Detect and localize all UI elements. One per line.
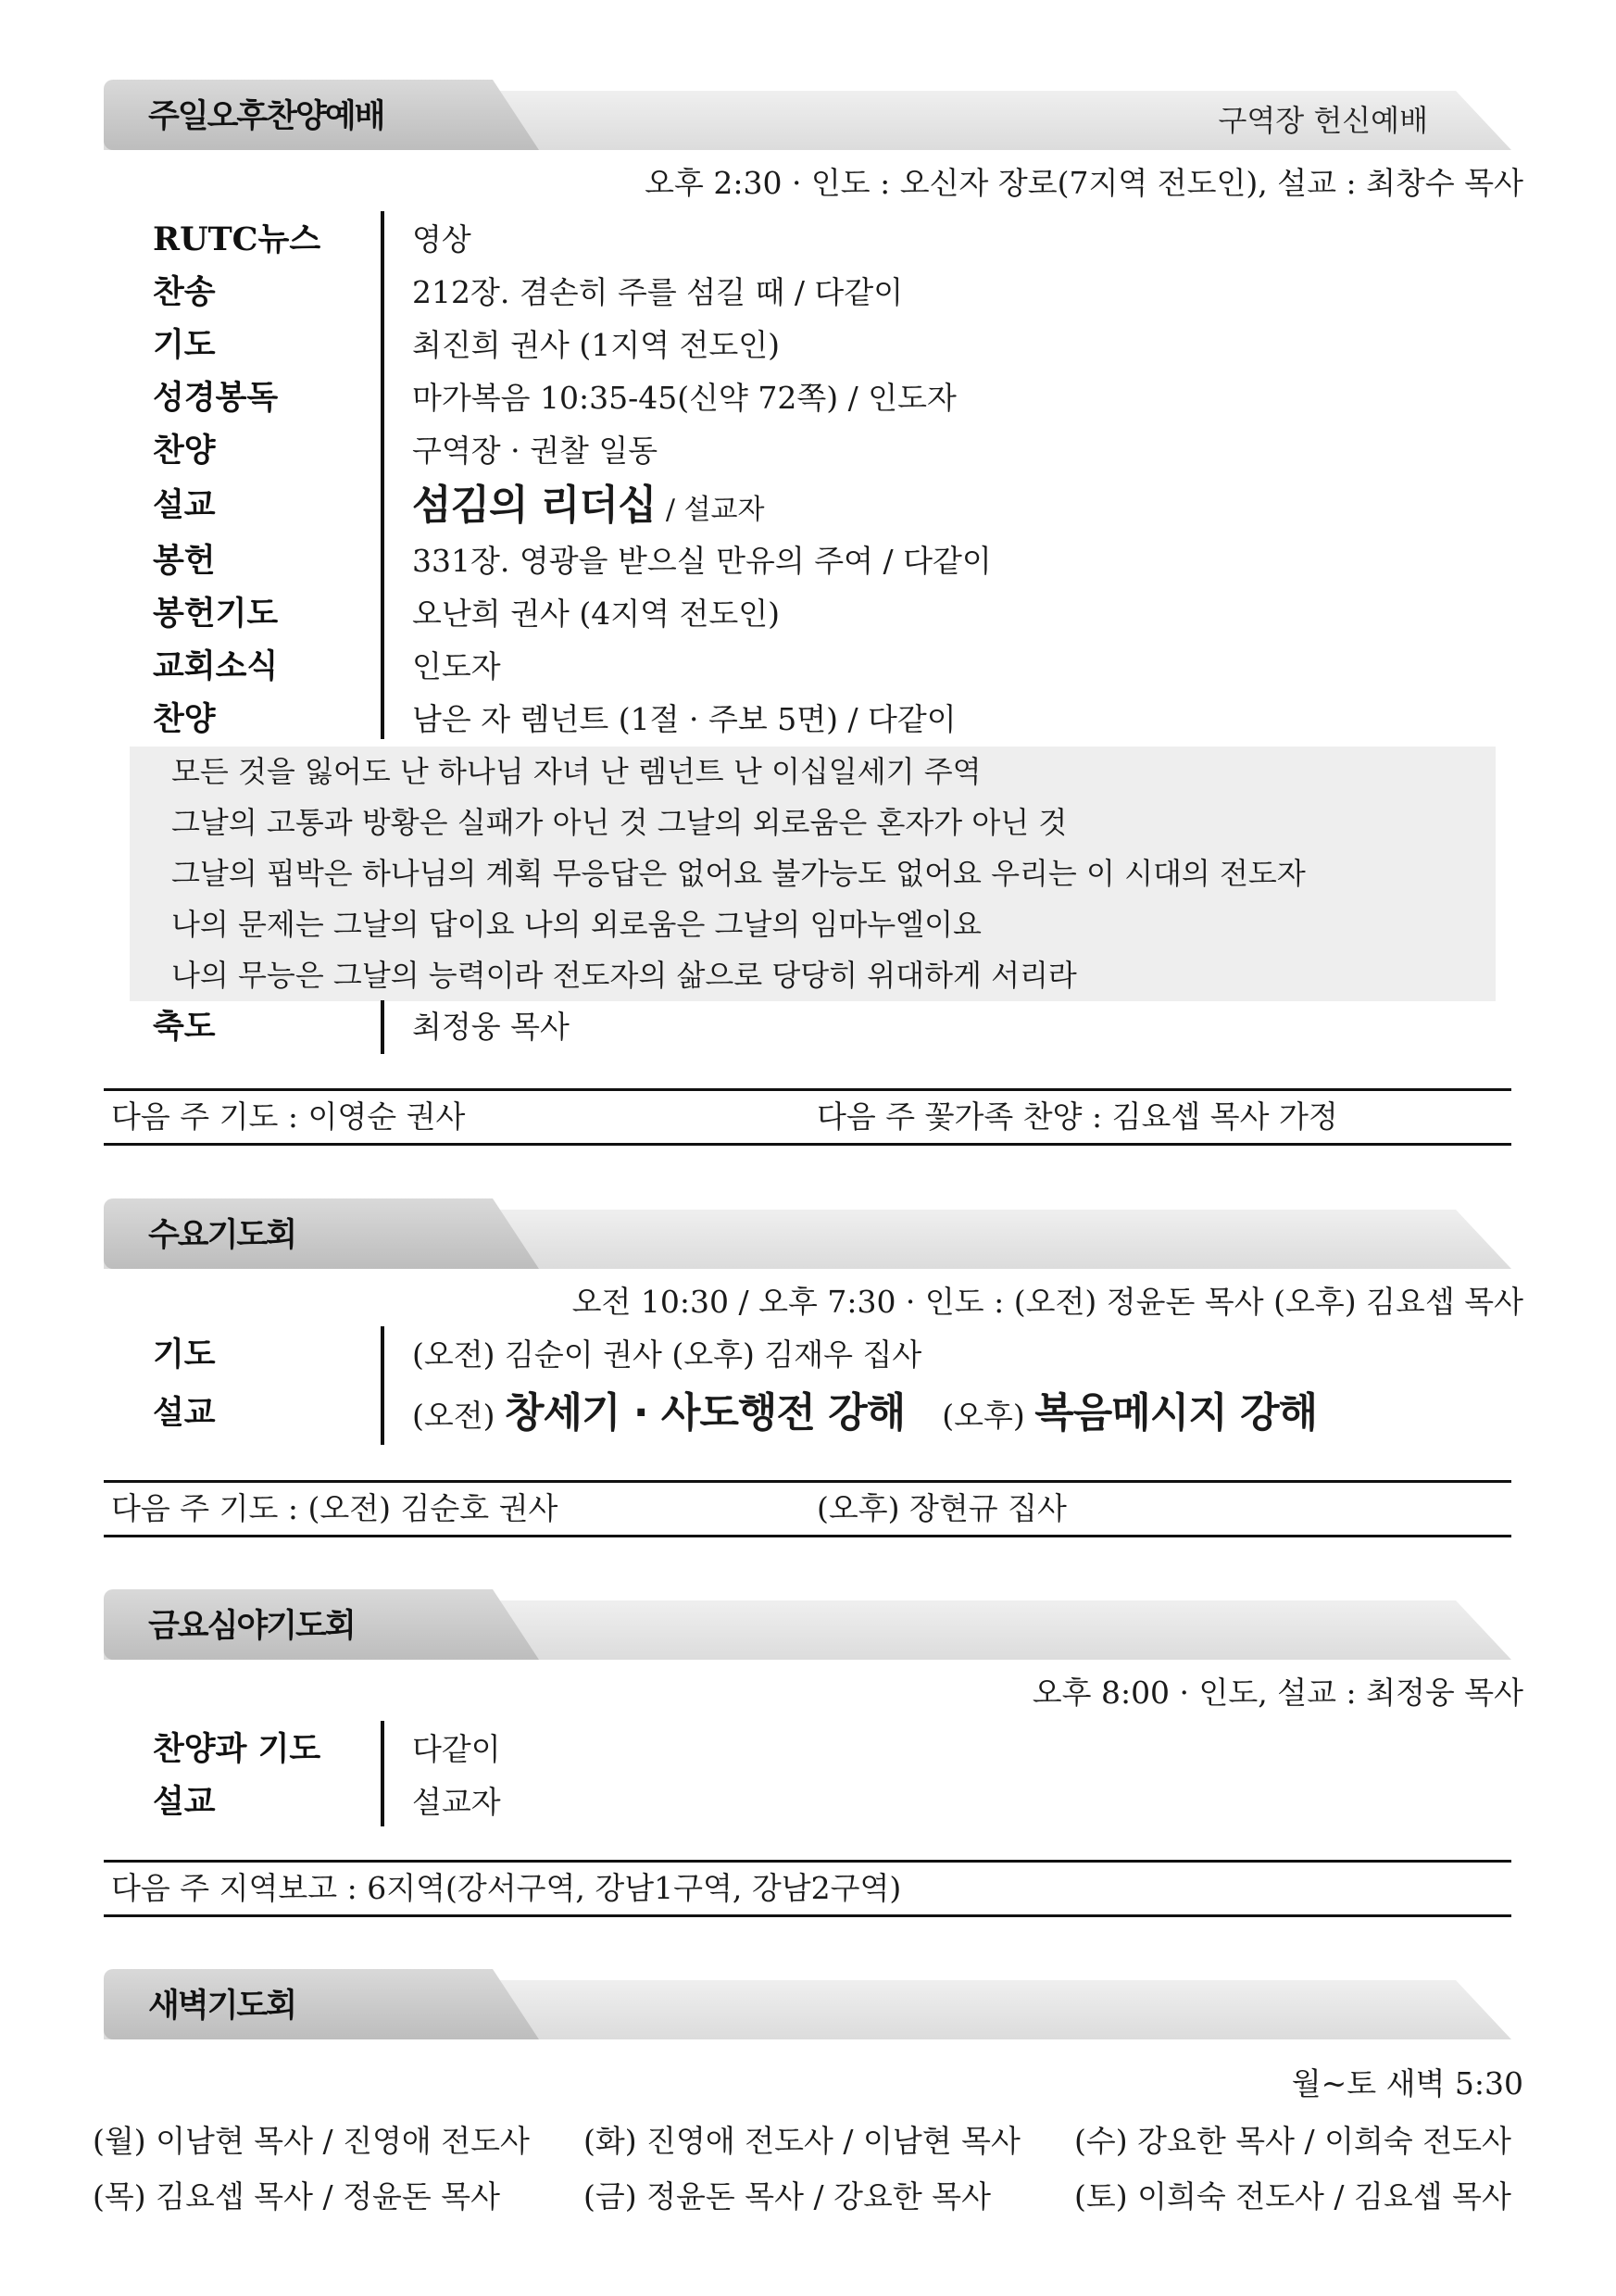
order-label: 교회소식 xyxy=(153,647,279,685)
order-label: 찬양 xyxy=(153,432,216,470)
sunday-section-header xyxy=(104,80,1511,150)
wednesday-section-title: 수요기도회 xyxy=(148,1217,296,1254)
next-week-prayer: 다음 주 기도 : (오전) 김순호 권사 xyxy=(111,1490,558,1526)
dawn-info: 월~토 새벽 5:30 xyxy=(1291,2065,1523,2102)
lyrics-line: 그날의 핍박은 하나님의 계획 무응답은 없어요 불가능도 없어요 우리는 이 시대의 전도자 xyxy=(171,856,1306,891)
order-label: 찬송 xyxy=(153,273,216,311)
song-lyrics-box xyxy=(130,747,1496,1001)
wednesday-sermon-line xyxy=(412,1381,1317,1449)
dawn-schedule-item: (금) 정윤돈 목사 / 강요한 목사 xyxy=(583,2178,991,2214)
order-label: 설교 xyxy=(153,486,216,524)
sermon-title: 섬김의 리더십 xyxy=(412,482,657,529)
sermon-line xyxy=(412,477,764,539)
order-label: 봉헌 xyxy=(153,542,216,580)
dawn-schedule-item: (토) 이희숙 전도사 / 김요셉 목사 xyxy=(1074,2178,1511,2214)
order-value: 설교자 xyxy=(412,1784,501,1820)
order-value: 최진희 권사 (1지역 전도인) xyxy=(412,327,780,363)
order-label: 설교 xyxy=(153,1394,216,1432)
friday-info: 오후 8:00 · 인도, 설교 : 최정웅 목사 xyxy=(1032,1675,1523,1711)
sermon-suffix: / 설교자 xyxy=(665,494,765,526)
sunday-section-title: 주일오후찬양예배 xyxy=(148,98,384,135)
lyrics-line: 나의 문제는 그날의 답이요 나의 외로움은 그날의 임마누엘이요 xyxy=(171,907,982,942)
dawn-section-title: 새벽기도회 xyxy=(148,1988,296,2025)
order-value: 영상 xyxy=(412,221,471,257)
order-value: 구역장 · 권찰 일동 xyxy=(412,433,658,469)
dawn-schedule-item: (월) 이남현 목사 / 진영애 전도사 xyxy=(93,2123,530,2159)
dawn-schedule-item: (화) 진영애 전도사 / 이남현 목사 xyxy=(583,2123,1021,2159)
sunday-footer xyxy=(104,1088,1511,1146)
dawn-section-header xyxy=(104,1969,1511,2039)
friday-section-title: 금요심야기도회 xyxy=(148,1608,355,1645)
dawn-schedule-row xyxy=(93,2169,1519,2225)
next-week-prayer: 다음 주 기도 : 이영순 권사 xyxy=(111,1098,466,1135)
lyrics-line: 모든 것을 잃어도 난 하나님 자녀 난 렘넌트 난 이십일세기 주역 xyxy=(171,754,982,789)
order-value: 331장. 영광을 받으실 만유의 주여 / 다같이 xyxy=(412,543,992,579)
order-value: 남은 자 렘넌트 (1절 · 주보 5면) / 다같이 xyxy=(412,701,957,737)
dawn-schedule-item: (수) 강요한 목사 / 이희숙 전도사 xyxy=(1074,2123,1511,2159)
next-week-prayer-pm: (오후) 장현규 집사 xyxy=(817,1490,1067,1526)
lyrics-line: 나의 무능은 그날의 능력이라 전도자의 삶으로 당당히 위대하게 서리라 xyxy=(171,958,1077,993)
pm-prefix: (오후) xyxy=(942,1398,1025,1434)
order-label: 설교 xyxy=(153,1783,216,1821)
wednesday-section-header xyxy=(104,1198,1511,1269)
order-value: 다같이 xyxy=(412,1731,501,1767)
order-label: 찬양 xyxy=(153,700,216,738)
friday-divider-line xyxy=(381,1721,384,1826)
sunday-info: 오후 2:30 · 인도 : 오신자 장로(7지역 전도인), 설교 : 최창수 목사 xyxy=(645,165,1523,201)
order-label: 찬양과 기도 xyxy=(153,1730,321,1768)
order-label: RUTC뉴스 xyxy=(153,220,321,258)
lyrics-line: 그날의 고통과 방황은 실패가 아닌 것 그날의 외로움은 혼자가 아닌 것 xyxy=(171,805,1068,840)
order-value: 인도자 xyxy=(412,648,501,684)
order-value: 212장. 겸손히 주를 섬길 때 / 다같이 xyxy=(412,274,904,310)
next-week-region-report: 다음 주 지역보고 : 6지역(강서구역, 강남1구역, 강남2구역) xyxy=(111,1870,902,1906)
order-label: 성경봉독 xyxy=(153,379,279,417)
friday-footer xyxy=(104,1860,1511,1917)
order-label: 기도 xyxy=(153,326,216,364)
am-sermon-title: 창세기 · 사도행전 강해 xyxy=(505,1389,906,1437)
order-value: 최정웅 목사 xyxy=(412,1009,570,1045)
dawn-schedule-row xyxy=(93,2114,1519,2169)
next-week-flower-family: 다음 주 꽃가족 찬양 : 김요셉 목사 가정 xyxy=(817,1098,1338,1135)
pm-sermon-title: 복음메시지 강해 xyxy=(1034,1389,1318,1437)
am-prefix: (오전) xyxy=(412,1398,495,1434)
order-value: 오난희 권사 (4지역 전도인) xyxy=(412,596,780,632)
dawn-schedule-item: (목) 김요셉 목사 / 정윤돈 목사 xyxy=(93,2178,500,2214)
wednesday-divider-line xyxy=(381,1326,384,1445)
friday-section-header xyxy=(104,1589,1511,1660)
order-value: 마가복음 10:35-45(신약 72쪽) / 인도자 xyxy=(412,380,957,416)
wednesday-info: 오전 10:30 / 오후 7:30 · 인도 : (오전) 정윤돈 목사 (오후) 김요셉 목사 xyxy=(571,1284,1523,1320)
order-value: (오전) 김순이 권사 (오후) 김재우 집사 xyxy=(412,1336,922,1373)
wednesday-footer xyxy=(104,1480,1511,1537)
order-label: 축도 xyxy=(153,1008,216,1046)
order-label: 기도 xyxy=(153,1336,216,1374)
sunday-divider-line xyxy=(381,211,384,739)
sunday-section-subtitle: 구역장 헌신예배 xyxy=(1218,103,1428,138)
benediction-divider-line xyxy=(381,1000,384,1054)
order-label: 봉헌기도 xyxy=(153,595,279,633)
